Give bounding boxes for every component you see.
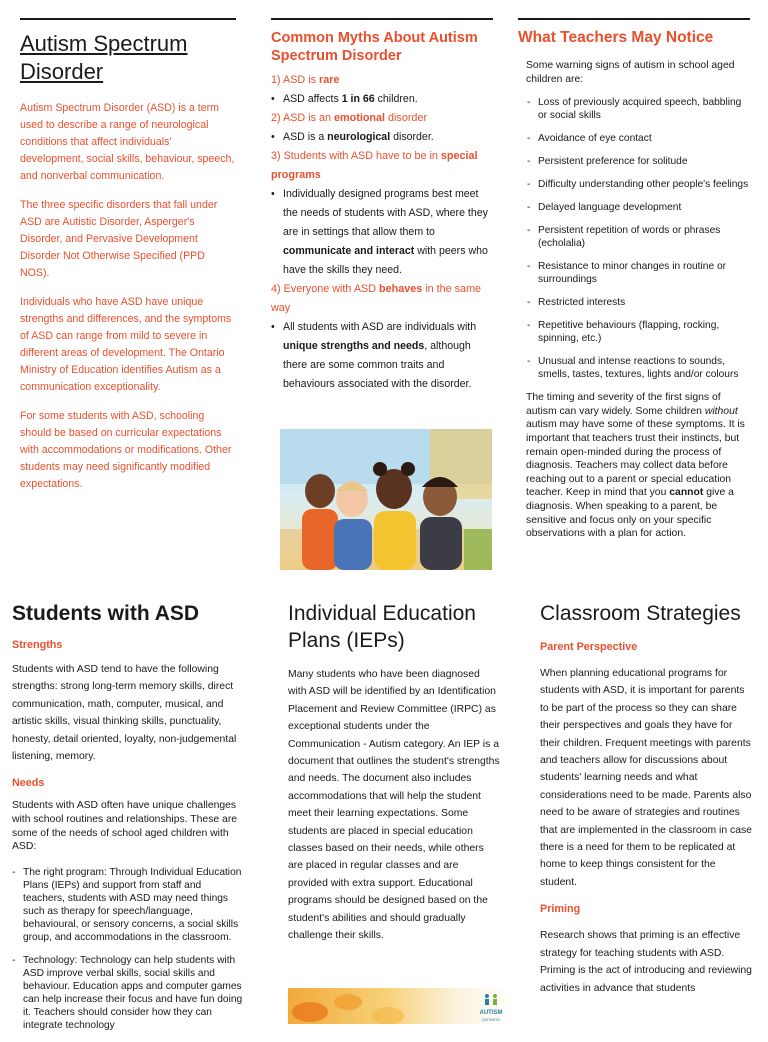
column-iep xyxy=(288,600,500,945)
warning-sign: - Repetitive behaviours (flapping, rocking, spinning, etc.) xyxy=(538,319,750,345)
symptoms-paragraph: Individuals who have ASD have unique strengths and differences, and the symptoms of ASD can range from mild to severe in different areas of development. The Ontario Ministry of Education identifies Autism as a communication exceptionality. xyxy=(20,296,232,393)
warning-sign: - Restricted interests xyxy=(538,296,750,309)
parent-perspective-label: Parent Perspective xyxy=(540,641,638,653)
warning-sign: - Avoidance of eye contact xyxy=(538,132,750,145)
myth-2: 2) ASD is an emotional disorder xyxy=(271,112,428,124)
myth-4-fact: • All students with ASD are individuals with unique strengths and needs, although there are some common traits and behaviours associated with the disorder. xyxy=(283,318,493,394)
strengths-label: Strengths xyxy=(12,639,63,651)
myth-3-fact: • Individually designed programs best meet the needs of students with ASD, where they are in settings that allow them to communicate and interact with peers who have the skills they need. xyxy=(283,185,493,280)
parent-perspective-text: When planning educational programs for students with ASD, it is important for parents to be part of the process so they can share their perspectives and goals they have for their children. Frequent meetings with parents and teachers allow for discussions about students' learning needs and what considerations need to be made. Parents also need to be aware of strategies and routines that are implemented in the classroom in case there is a need for them to be replicated at home to keep things consistent for the student. xyxy=(540,668,752,888)
notice-closing: The timing and severity of the first signs of autism can vary widely. Some children without autism may have some of these symptoms. It is important that teachers trust their instincts, but remain open-minded during the process of diagnosis. Teachers may collect data before reaching out to a parent or special education teacher. Keep in mind that you cannot give a diagnosis. When speaking to a parent, be sensitive and focus only on your specific observations with a plan for action. xyxy=(526,392,745,540)
need-item: - The right program: Through Individual Education Plans (IEPs) and support from staff and teachers, students with ASD may need things such as therapy for speech/language, behavioural, or sensory concerns, a social skills group, and accommodations in the classroom. xyxy=(23,866,244,944)
autism-ontario-logo xyxy=(476,992,506,1022)
column-notice xyxy=(518,18,750,541)
column-myths xyxy=(271,18,493,394)
column-intro xyxy=(20,18,236,505)
iep-text: Many students who have been diagnosed with ASD will be identified by an Identification Placement and Review Committee (IRPC) as exceptional students under the Communication - Autism category. An IEP is a document that outlines the student's strengths and needs. The document also includes accommodations that will help the student meet their learning expectations. Some students are placed in special education classes based on their needs, while others are placed in regular classes and are provided with extra support. Educational programs should be designed based on the student's abilities and should gradually challenge their skills. xyxy=(288,669,500,942)
top-rule xyxy=(20,18,236,20)
warning-sign: - Persistent preference for solitude xyxy=(538,155,750,168)
priming-label: Priming xyxy=(540,903,581,916)
warning-sign: - Difficulty understanding other people's feelings xyxy=(538,178,750,191)
myth-3: 3) Students with ASD have to be in special programs xyxy=(271,150,478,181)
needs-label: Needs xyxy=(12,777,45,790)
myth-2-fact: • ASD is a neurological disorder. xyxy=(283,128,493,147)
logo-text: AUTISM xyxy=(479,1010,503,1016)
autism-ontario-banner xyxy=(288,988,512,1024)
myth-1: 1) ASD is rare xyxy=(271,74,340,86)
column-strategies xyxy=(540,600,752,997)
warning-sign: - Loss of previously acquired speech, babbling or social skills xyxy=(538,96,750,122)
top-rule xyxy=(518,18,750,20)
strengths-text: Students with ASD tend to have the following strengths: strong long-term memory skills, direct communication, math, computer, musical, and artistic skills, visual thinking skills, punctuality, honesty, detail oriented, loyalty, non-judgemental listening, memory. xyxy=(12,664,237,763)
warning-sign: - Persistent repetition of words or phrases (echolalia) xyxy=(538,224,750,250)
needs-text: Students with ASD often have unique challenges with school routines and relationships. These are some of the needs of school aged children with ASD: xyxy=(12,800,238,853)
page-title: Autism Spectrum Disorder xyxy=(20,31,188,84)
myths-heading: Common Myths About Autism Spectrum Disorder xyxy=(271,30,478,64)
priming-text: Research shows that priming is an effective strategy for teaching students with ASD. Priming is the act of introducing and reviewing activities in advance that students xyxy=(540,930,752,994)
warning-sign: - Delayed language development xyxy=(538,201,750,214)
disorders-paragraph: The three specific disorders that fall under ASD are Autistic Disorder, Asperger's Disorder, and Pervasive Development Disorder Not Otherwise Specified (PPD NOS). xyxy=(20,199,218,279)
children-photo xyxy=(280,429,492,570)
strategies-heading: Classroom Strategies xyxy=(540,602,741,625)
warning-sign: - Resistance to minor changes in routine or surroundings xyxy=(538,260,750,286)
myth-1-fact: • ASD affects 1 in 66 children. xyxy=(283,90,493,109)
column-students xyxy=(12,600,244,1042)
warning-sign: - Unusual and intense reactions to sounds, smells, tastes, textures, lights and/or colours xyxy=(538,355,750,381)
notice-heading: What Teachers May Notice xyxy=(518,29,714,46)
iep-heading: Individual Education Plans (IEPs) xyxy=(288,602,476,652)
schooling-paragraph: For some students with ASD, schooling should be based on curricular expectations with accommodations or modifications. Other students may need significantly modified expectations. xyxy=(20,410,232,490)
children-illustration xyxy=(280,429,492,570)
notice-intro: Some warning signs of autism in school aged children are: xyxy=(526,60,735,85)
need-item: - Technology: Technology can help students with ASD improve verbal skills, social skills and behaviour. Education apps and computer games can help increase their focus and have fun doing it. Teachers should consider how they can integrate technology xyxy=(23,954,244,1032)
students-heading: Students with ASD xyxy=(12,602,200,625)
intro-paragraph: Autism Spectrum Disorder (ASD) is a term used to describe a range of neurological conditions that affect individuals' development, social skills, behaviour, speech, and nonverbal communication. xyxy=(20,102,235,182)
myth-4: 4) Everyone with ASD behaves in the same way xyxy=(271,283,482,314)
logo-figures-icon xyxy=(483,993,499,1005)
top-rule xyxy=(271,18,493,20)
logo-subtext: ONTARIO xyxy=(482,1017,500,1022)
